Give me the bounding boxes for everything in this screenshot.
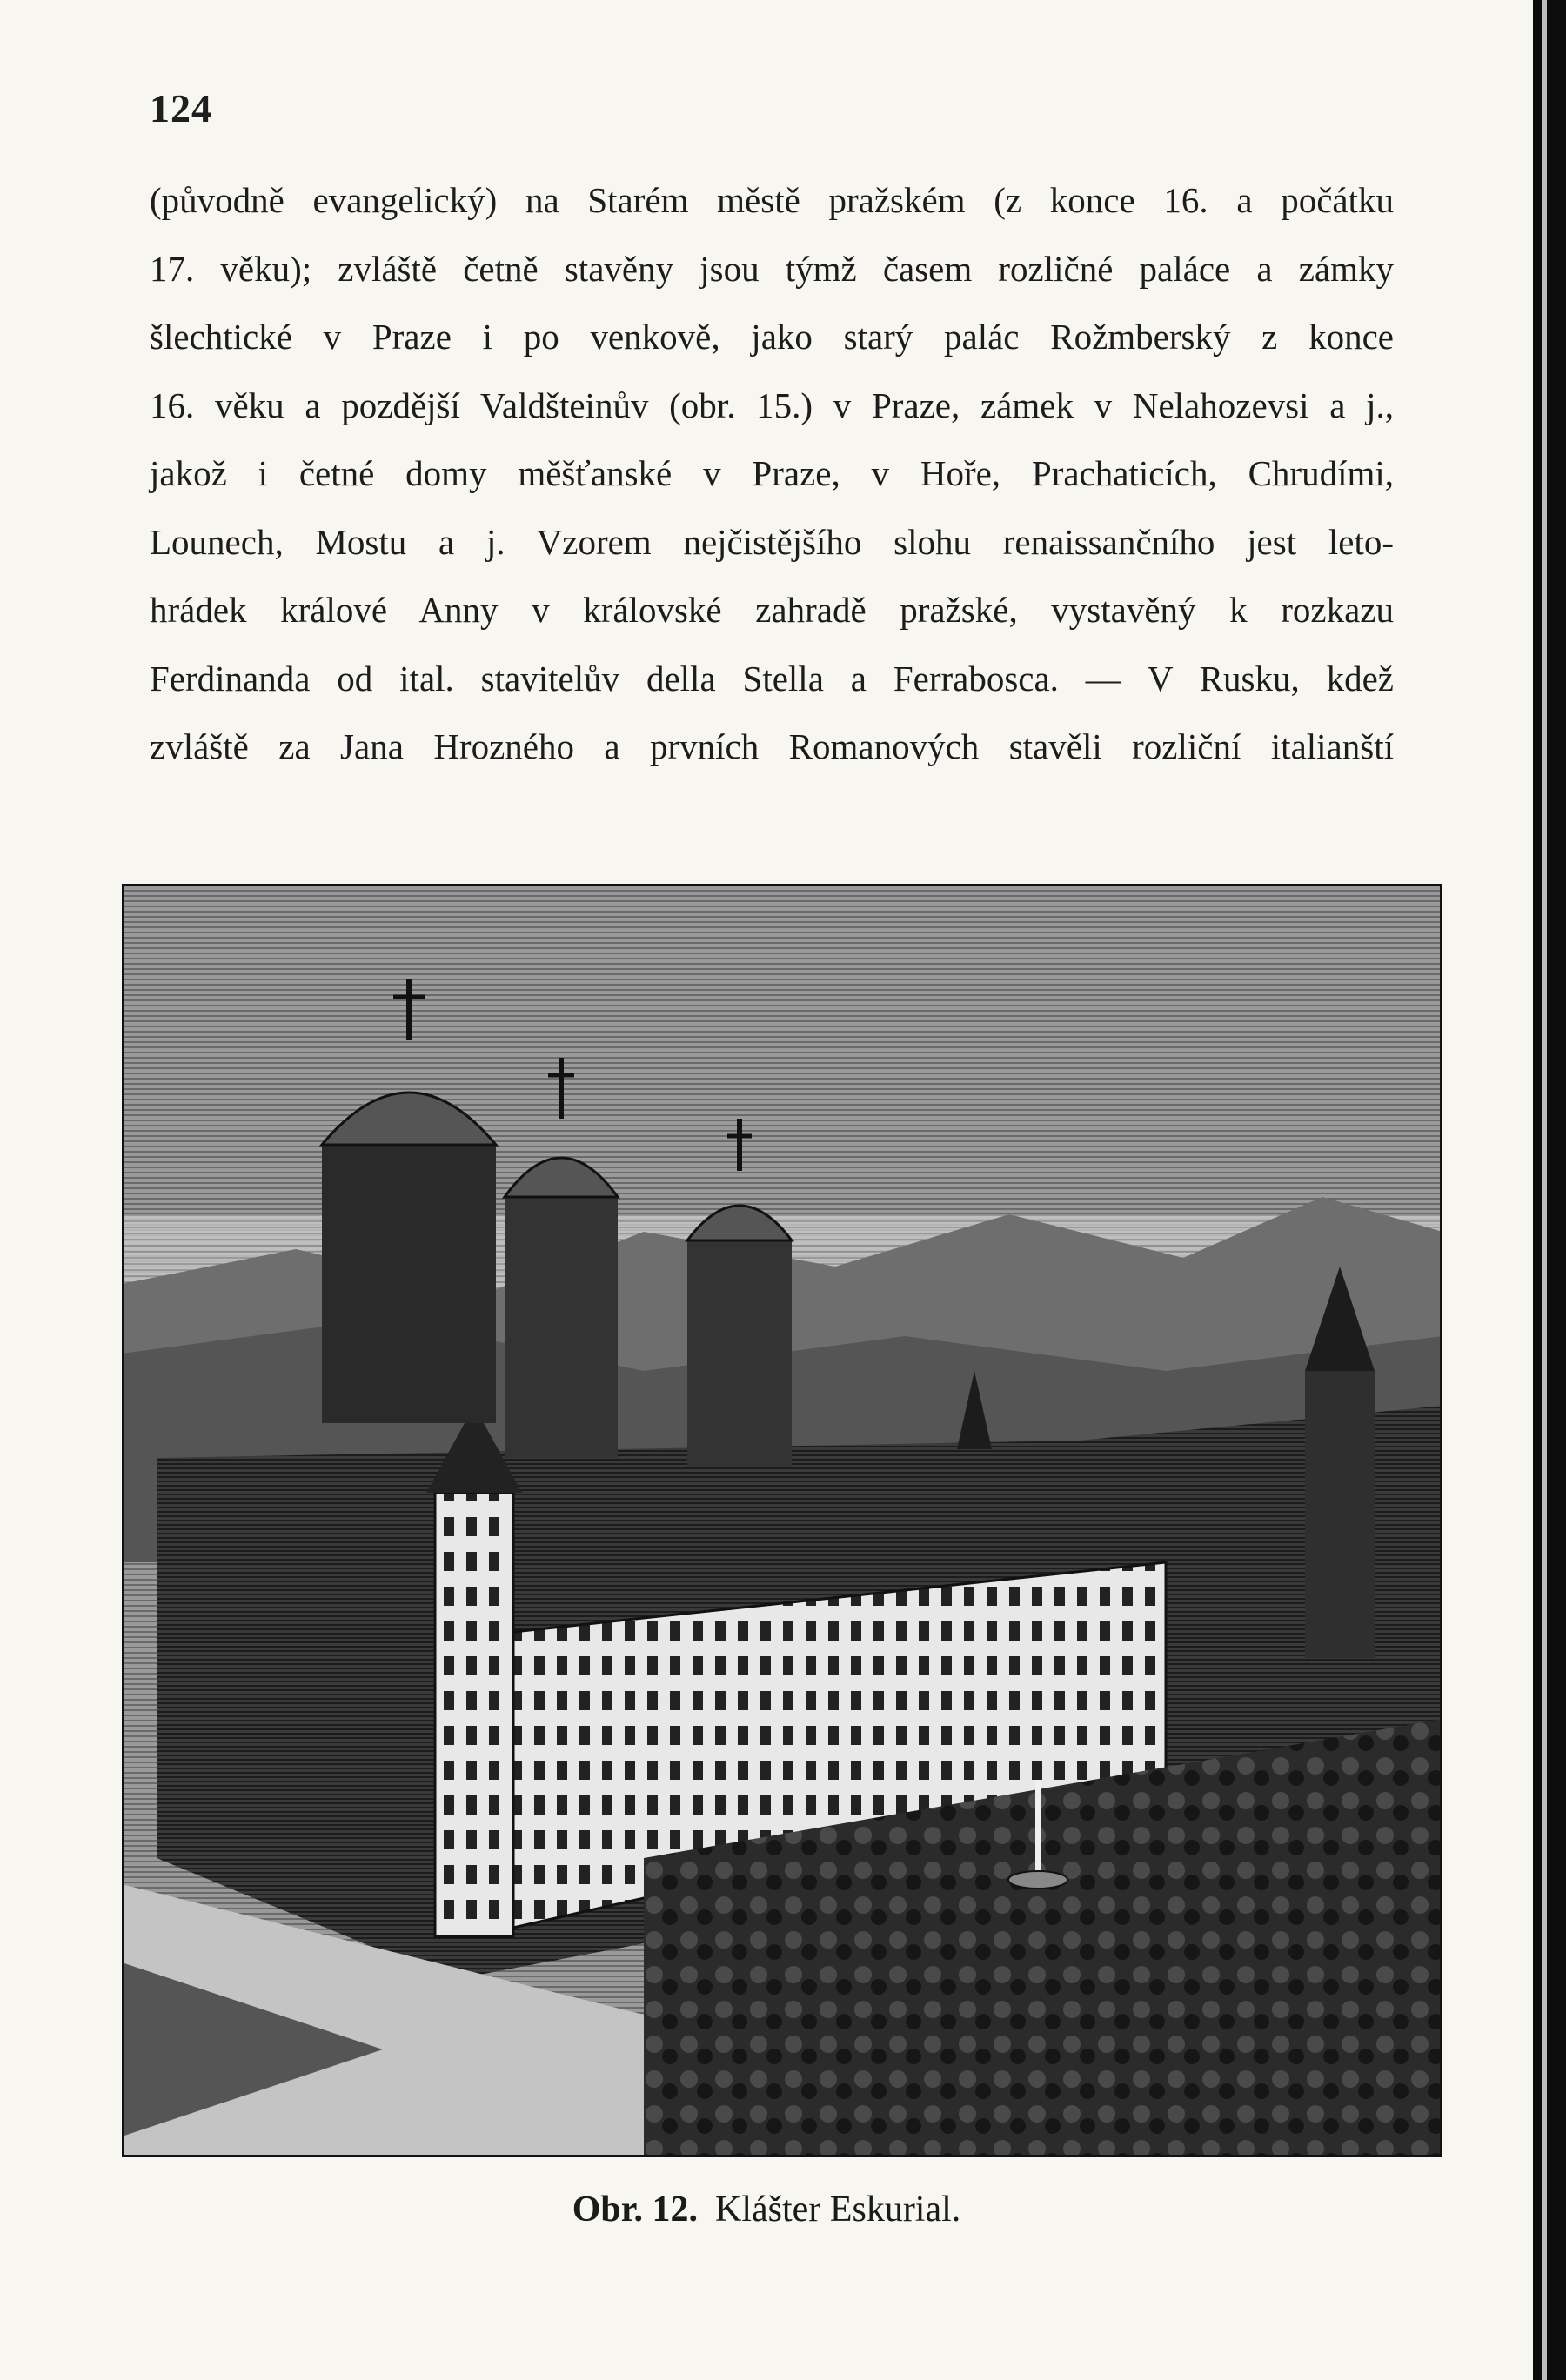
figure-caption: [0, 2189, 1533, 2230]
text-line: 17. věku); zvláště četně stavěny jsou týmž časem rozličné paláce a zámky: [150, 248, 1394, 289]
text-line: Lounech, Mostu a j. Vzorem nejčistějšího slohu renaissančního jest leto-: [150, 521, 1394, 562]
page-number: 124: [150, 86, 212, 130]
figure-title: Klášter Eskurial.: [715, 2189, 961, 2230]
figure-number: Obr. 12.: [572, 2189, 699, 2230]
scan-edge: [1533, 0, 1566, 2380]
text-line: jakož i četné domy měšťanské v Praze, v Hoře, Prachaticích, Chrudími,: [150, 453, 1394, 493]
body-text: [150, 179, 1394, 794]
text-line: Ferdinanda od ital. stavitelův della Stella a Ferrabosca. — V Rusku, kdež: [150, 658, 1394, 699]
text-line: 16. věku a pozdější Valdšteinův (obr. 15.) v Praze, zámek v Nelahozevsi a j.,: [150, 384, 1394, 425]
text-line: (původně evangelický) na Starém městě pražském (z konce 16. a počátku: [150, 180, 1394, 220]
text-line: šlechtické v Praze i po venkově, jako starý palác Rožmberský z konce: [150, 317, 1394, 357]
engraving-illustration: [122, 884, 1442, 2157]
text-line: zvláště za Jana Hrozného a prvních Romanových stavěli rozliční italianští: [150, 726, 1394, 766]
text-line: hrádek králové Anny v královské zahradě pražské, vystavěný k rozkazu: [150, 590, 1394, 630]
